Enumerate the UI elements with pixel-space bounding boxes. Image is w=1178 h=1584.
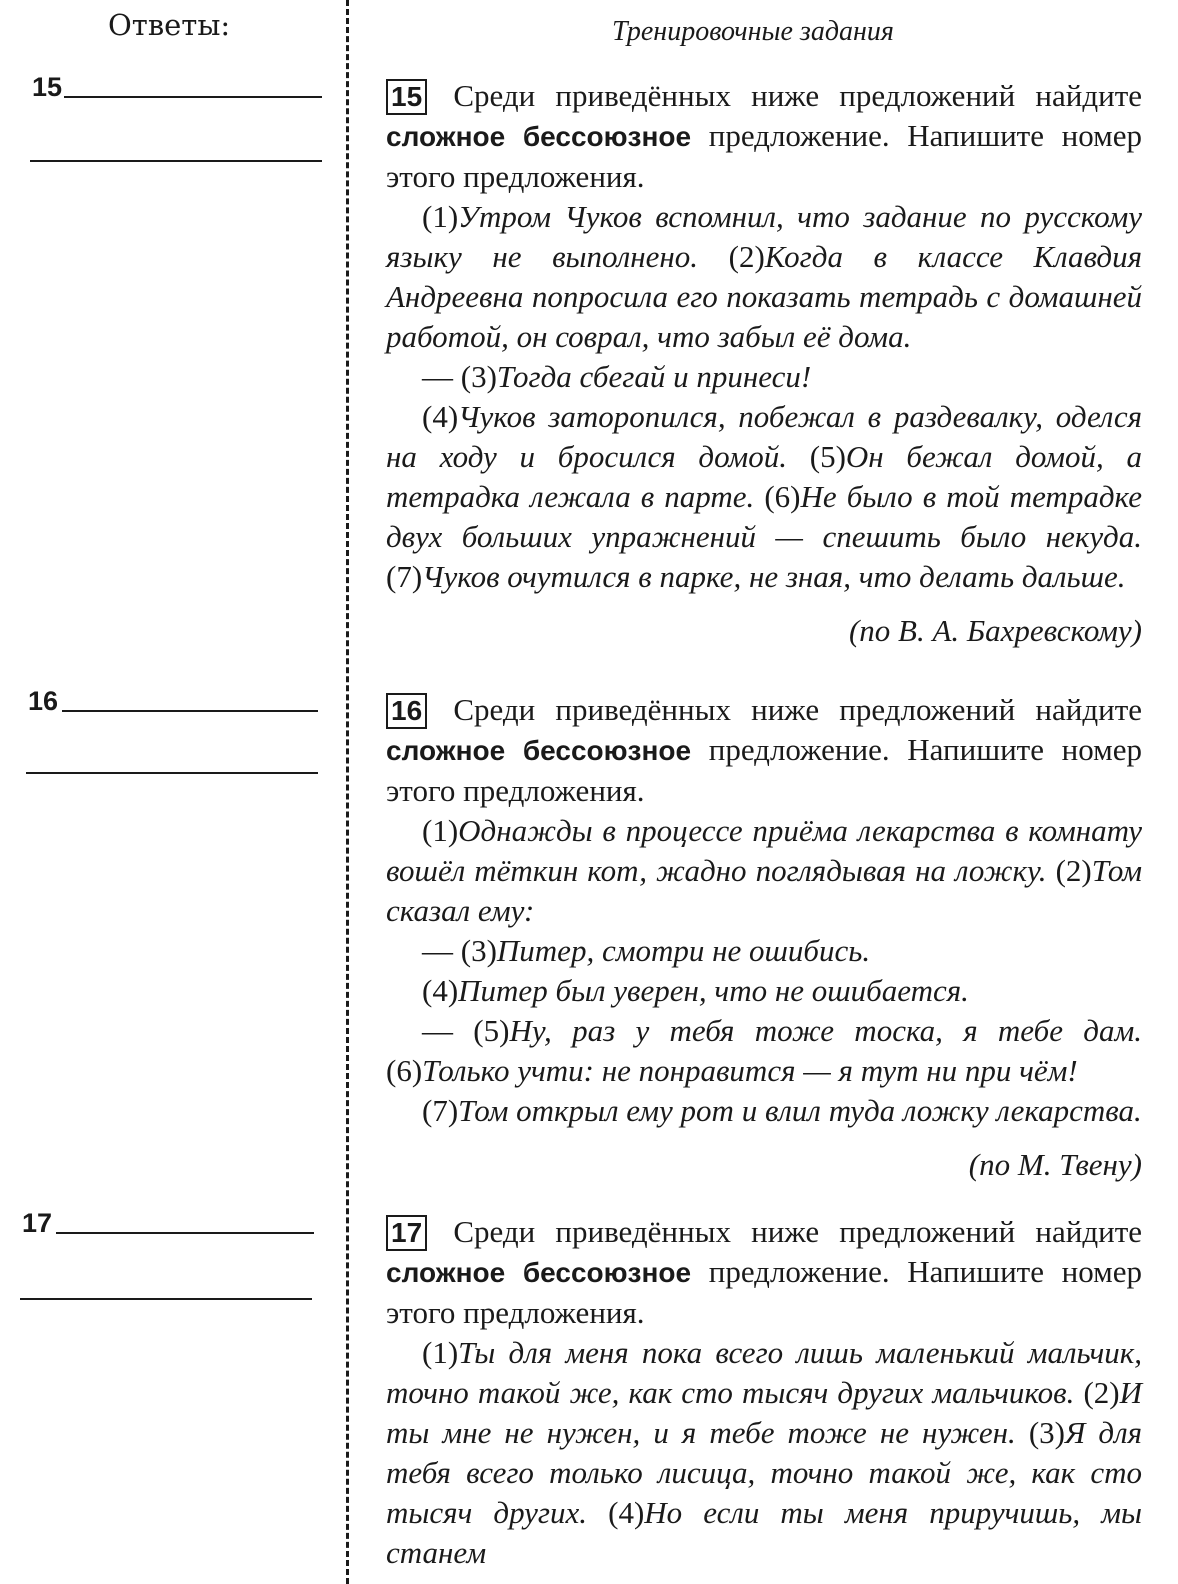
paragraph: (1)Однажды в процессе приёма лекарства в комнату вошёл тёткин кот, жадно поглядывая на ложку. (2)Том сказал ему:: [386, 813, 1142, 928]
sentence: Однажды в процессе приёма лекарства в комнату вошёл тёткин кот, жадно поглядывая на ложку.: [386, 813, 1142, 888]
sentence: Только учти: не понравится — я тут ни при чём!: [422, 1053, 1078, 1088]
task-15: [386, 76, 1142, 651]
answer-field-15-extra[interactable]: [30, 160, 322, 162]
task-number-box: 16: [386, 693, 427, 729]
sentence: Когда в классе Клавдия Андреевна попросила его показать тетрадь с домашней работой, он соврал, что забыл её дома.: [386, 239, 1142, 354]
instruction-text: Среди приведённых ниже предложений найдите: [453, 692, 1143, 727]
paragraph: (1)Утром Чуков вспомнил, что задание по русскому языку не выполнено. (2)Когда в классе Клавдия Андреевна попросила его показать тетрадь с домашней работой, он соврал, что забыл её дома.: [386, 199, 1142, 354]
sentence: Не было в той тетрадке двух больших упражнений — спешить было некуда.: [386, 479, 1142, 554]
sentence: Чуков заторопился, побежал в раздевалку, оделся на ходу и бросился домой.: [386, 399, 1142, 474]
sentence: Я для тебя всего только лисица, точно такой же, как сто тысяч других.: [386, 1415, 1143, 1530]
task-17: [386, 1212, 1142, 1573]
answer-number-17: 17: [22, 1208, 53, 1238]
task-number-box: 15: [386, 79, 427, 115]
cut-line-divider: [346, 0, 349, 1584]
task-15-instruction: [386, 76, 1142, 197]
sentence: Но если ты меня приручишь, мы станем: [386, 1495, 1143, 1570]
sentence: Чуков очутился в парке, не зная, что делать дальше.: [422, 559, 1126, 594]
sentence: Том открыл ему рот и влил туда ложку лекарства.: [458, 1093, 1142, 1128]
answer-field-16[interactable]: [62, 710, 318, 712]
paragraph: (7)Том открыл ему рот и влил туда ложку лекарства.: [422, 1093, 1142, 1128]
answer-field-17-extra[interactable]: [20, 1298, 312, 1300]
answer-number-16: 16: [28, 686, 59, 716]
task-17-instruction: [386, 1212, 1142, 1333]
sentence: Питер, смотри не ошибись.: [496, 933, 871, 968]
paragraph: (4)Питер был уверен, что не ошибается.: [422, 973, 969, 1008]
section-title: Тренировочные задания: [612, 16, 894, 47]
instruction-text: предложение. Напишите номер этого предложения.: [386, 1254, 1143, 1330]
instruction-term: сложное бессоюзное: [386, 1257, 692, 1288]
paragraph: (1)Ты для меня пока всего лишь маленький мальчик, точно такой же, как сто тысяч других мальчиков. (2)И ты мне не нужен, и я тебе тоже не нужен. (3)Я для тебя всего только лисица, точно такой же, как сто тысяч других. (4)Но если ты меня приручишь, мы станем: [386, 1335, 1143, 1570]
instruction-term: сложное бессоюзное: [386, 121, 692, 152]
instruction-text: Среди приведённых ниже предложений найдите: [453, 1214, 1143, 1249]
paragraph: — (5)Ну, раз у тебя тоже тоска, я тебе дам. (6)Только учти: не понравится — я тут ни при чём!: [386, 1013, 1142, 1088]
sentence: Питер был уверен, что не ошибается.: [458, 973, 969, 1008]
paragraph: — (3)Тогда сбегай и принеси!: [422, 359, 812, 394]
sentence: Утром Чуков вспомнил, что задание по русскому языку не выполнено.: [386, 199, 1142, 274]
instruction-text: Среди приведённых ниже предложений найдите: [453, 78, 1143, 113]
answer-field-17[interactable]: [56, 1232, 314, 1234]
answer-field-15[interactable]: [64, 96, 322, 98]
sentence: Тогда сбегай и принеси!: [496, 359, 812, 394]
paragraph: (4)Чуков заторопился, побежал в раздевалку, оделся на ходу и бросился домой. (5)Он бежал домой, а тетрадка лежала в парте. (6)Не было в той тетрадке двух больших упражнений — спешить было некуда. (7)Чуков очутился в парке, не зная, что делать дальше.: [386, 399, 1143, 594]
instruction-text: предложение. Напишите номер этого предложения.: [386, 118, 1143, 194]
sentence: Он бежал домой, а тетрадка лежала в парте.: [386, 439, 1143, 514]
task-number-box: 17: [386, 1215, 427, 1251]
answers-heading: Ответы:: [108, 8, 231, 42]
sentence: И ты мне не нужен, и я тебе тоже не нужен.: [386, 1375, 1143, 1450]
instruction-text: предложение. Напишите номер этого предложения.: [386, 732, 1143, 808]
sentence: Ну, раз у тебя тоже тоска, я тебе дам.: [509, 1013, 1142, 1048]
answer-field-16-extra[interactable]: [26, 772, 318, 774]
source-attribution: (по М. Твену): [968, 1147, 1142, 1182]
paragraph: — (3)Питер, смотри не ошибись.: [422, 933, 871, 968]
task-16: [386, 690, 1142, 1185]
sentence: Том сказал ему:: [386, 853, 1142, 928]
sentence: Ты для меня пока всего лишь маленький мальчик, точно такой же, как сто тысяч других мальчиков.: [386, 1335, 1142, 1410]
source-attribution: (по В. А. Бахревскому): [848, 613, 1142, 648]
task-16-instruction: [386, 690, 1142, 811]
answer-number-15: 15: [32, 72, 63, 102]
instruction-term: сложное бессоюзное: [386, 735, 692, 766]
